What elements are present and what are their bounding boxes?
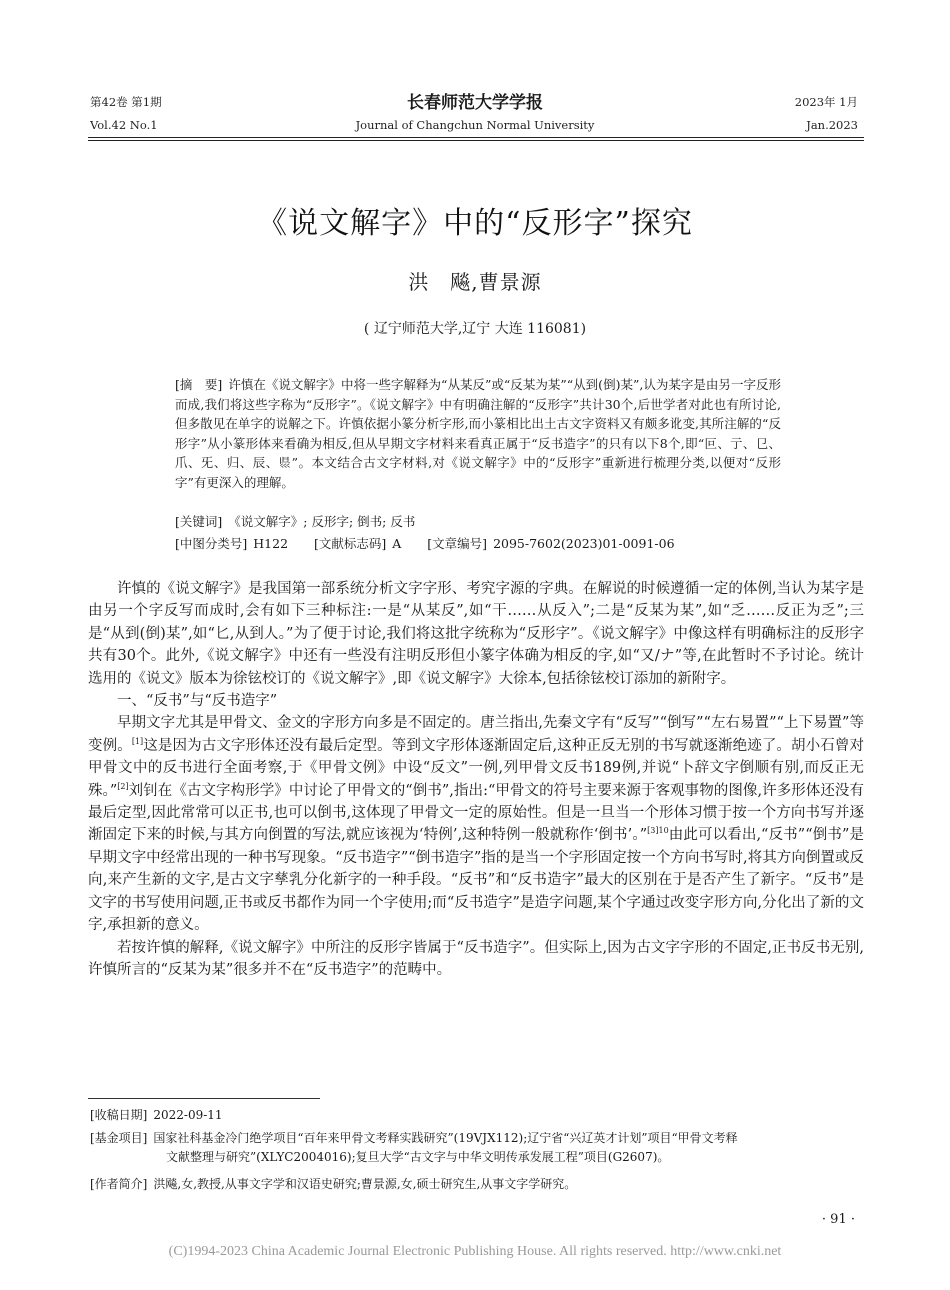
- abstract: [175, 375, 781, 493]
- section-heading-1: 一、“反书”与“反书造字”: [117, 693, 278, 710]
- volume-issue-cn: 第42卷 第1期: [90, 95, 162, 109]
- fund-label: [基金项目]: [90, 1131, 148, 1145]
- article-number-label: [文章编号]: [427, 536, 488, 551]
- abstract-text: 许慎在《说文解字》中将一些字解释为“从某反”或“反某为某”“从到(倒)某”,认为某字是由另一字反形而成,我们将这些字称为“反形字”。《说文解字》中有明确注解的“反形字”共计30个,后世学者对此也有所讨论,但多散见在单字的说解之下。许慎依据小篆分析字形,而小篆相比出土古文字资料又有颇多讹变,其所注解的“反形字”从小篆形体来看确为相反,但从早期文字材料来看真正属于“反书造字”的只有以下8个,即“叵、亍、㔾、爪、旡、归、辰、𥄉”。本文结合古文字材料,对《说文解字》中的“反形字”重新进行梳理分类,以便对“反形字”有更深入的理解。: [175, 377, 781, 490]
- p2-text-b: 这是因为古文字形体还没有最后定型。等到文字形体逐渐固定后,这种正反无别的书写就逐渐绝迹了。胡小石曾对甲骨文中的反书进行全面考察,于《甲骨文例》中设“反文”一例,列甲骨文反书189例,并说“卜辞文字倒顺有别,而反正无殊。”: [88, 737, 864, 799]
- p2-text-a: 早期文字尤其是甲骨文、金文的字形方向多是不固定的。唐兰指出,先秦文字有“反写”“倒写”“左右易置”“上下易置”等变例。: [88, 715, 864, 754]
- keywords-label: [关键词]: [175, 514, 223, 529]
- fund-line-2: 文献整理与研究”(XLYC2004016);复旦大学“古文字与中华文明传承发展工程”项目(G2607)。: [166, 1150, 670, 1164]
- issue-date-en: Jan.2023: [806, 118, 858, 132]
- journal-title-cn: 长春师范大学学报: [407, 93, 543, 113]
- citation-3: [3]10: [647, 826, 669, 836]
- header-rule-top: [88, 137, 864, 138]
- header-rule-bottom: [88, 140, 864, 141]
- abstract-label: [摘 要]: [175, 377, 223, 392]
- issue-date-cn: 2023年 1月: [794, 95, 858, 109]
- doc-code-value: A: [392, 536, 402, 551]
- article-title: 《说文解字》中的“反形字”探究: [257, 206, 693, 241]
- citation-1: [1]: [131, 737, 144, 747]
- received-label: [收稿日期]: [90, 1108, 148, 1122]
- volume-issue-en: Vol.42 No.1: [90, 118, 158, 132]
- p2-text-d: 由此可以看出,“反书”“倒书”是早期文字中经常出现的一种书写现象。“反书造字”“倒书造字”指的是当一个字形固定按一个方向书写时,将其方向倒置或反向,来产生新的文字,是古文字孳乳分化新字的一种手段。“反书”和“反书造字”最大的区别在于是否产生了新字。“反书”是文字的书写使用问题,正书或反书都作为同一个字使用;而“反书造字”是造字问题,某个字通过改变字形方向,分化出了新的文字,承担新的意义。: [88, 827, 864, 934]
- article-authors: 洪 飚,曹景源: [408, 270, 542, 294]
- doc-code-label: [文献标志码]: [314, 536, 387, 551]
- page-number: · 91 ·: [821, 1212, 855, 1227]
- body-paragraph-1: 许慎的《说文解字》是我国第一部系统分析文字字形、考究字源的字典。在解说的时候遵循一定的体例,当认为某字是由另一个字反写而成时,会有如下三种标注:一是“从某反”,如“干……从反入”;二是“反某为某”,如“乏……反正为乏”;三是“从到(倒)某”,如“匕,从到人。”为了便于讨论,我们将这批字统称为“反形字”。《说文解字》中像这样有明确标注的反形字共有30个。此外,《说文解字》中还有一些没有注明反形但小篆字体确为相反的字,如“又/ナ”等,在此暂时不予讨论。统计选用的《说文》版本为徐铉校订的《说文解字》,即《说文解字》大徐本,包括徐铉校订添加的新附字。: [88, 581, 864, 687]
- p2-text-c: 刘钊在《古文字构形学》中讨论了甲骨文的“倒书”,指出:“甲骨文的符号主要来源于客观事物的图像,许多形体还没有最后定型,因此常常可以正书,也可以倒书,这体现了甲骨文一定的原始性。但是一旦当一个形体习惯于按一个方向书写并逐渐固定下来的时候,与其方向倒置的写法,就应该视为‘特例’,这种特例一般就称作‘倒书’。”: [88, 782, 864, 844]
- body-paragraph-2: [88, 712, 864, 936]
- author-bio-value: 洪飚,女,教授,从事文字学和汉语史研究;曹景源,女,硕士研究生,从事文字学研究。: [153, 1177, 577, 1191]
- author-bio-label: [作者简介]: [90, 1177, 148, 1191]
- footnote-received: [90, 1106, 870, 1125]
- classification: [175, 534, 697, 552]
- article-body: [88, 578, 864, 981]
- body-paragraph-3: 若按许慎的解释,《说文解字》中所注的反形字皆属于“反书造字”。但实际上,因为古文字字形的不固定,正书反书无别,许慎所言的“反某为某”很多并不在“反书造字”的范畴中。: [88, 939, 864, 978]
- fund-line-1: 国家社科基金冷门绝学项目“百年来甲骨文考释实践研究”(19VJX112);辽宁省“兴辽英才计划”项目“甲骨文考释: [153, 1131, 738, 1145]
- author-affiliation: ( 辽宁师范大学,辽宁 大连 116081): [363, 321, 587, 337]
- journal-title-en: Journal of Changchun Normal University: [355, 118, 595, 132]
- keywords: [175, 512, 437, 530]
- clc-label: [中图分类号]: [175, 536, 248, 551]
- copyright-notice: (C)1994-2023 China Academic Journal Electronic Publishing House. All rights reserved. http://www.cnki.net: [168, 1244, 782, 1259]
- citation-2: [2]: [117, 781, 129, 791]
- footnote-rule: [88, 1098, 320, 1099]
- keywords-text: 《说文解字》; 反形字; 倒书; 反书: [228, 514, 416, 529]
- footnote-author: [90, 1175, 870, 1194]
- article-number-value: 2095-7602(2023)01-0091-06: [493, 536, 675, 551]
- received-value: 2022-09-11: [153, 1108, 223, 1122]
- clc-value: H122: [253, 536, 289, 551]
- footnote-fund: [90, 1129, 870, 1167]
